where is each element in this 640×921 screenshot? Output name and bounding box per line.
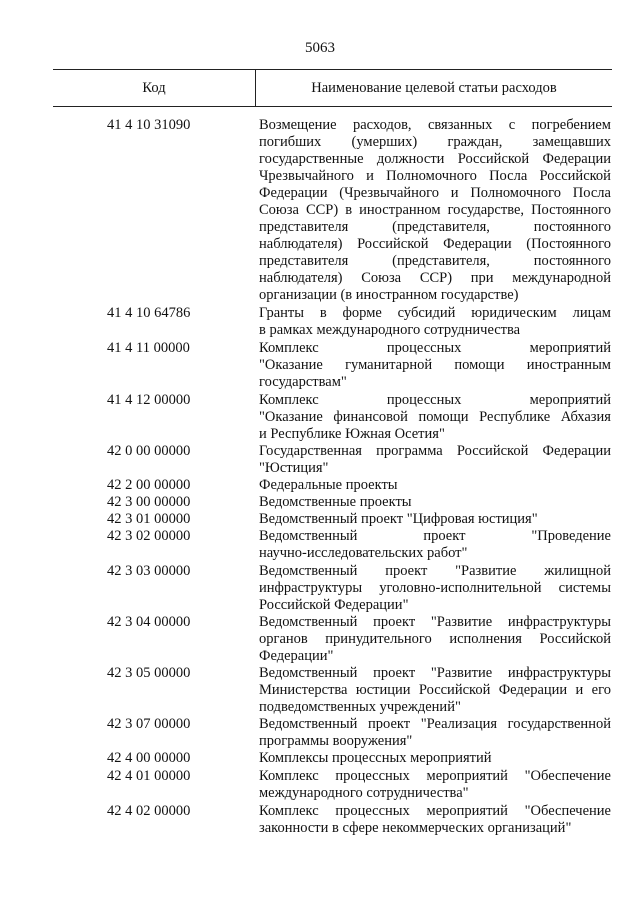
- word: Чрезвычайного: [259, 168, 354, 184]
- row-name-line: [259, 665, 611, 682]
- word: жилищной: [544, 563, 611, 579]
- word: граждан,: [447, 134, 503, 150]
- word: и: [575, 682, 584, 698]
- row-name: [259, 494, 611, 511]
- word: Российской: [357, 236, 429, 252]
- row-name-line: законности в сфере некоммерческих организаций": [259, 820, 572, 836]
- word: погибших: [259, 134, 322, 150]
- table-row: [0, 340, 640, 391]
- word: Комплекс: [259, 392, 319, 408]
- word: Республике: [479, 409, 551, 425]
- row-name-line: [259, 631, 611, 648]
- word: и: [366, 168, 374, 184]
- word: Возмещение: [259, 117, 337, 133]
- table-row: [0, 665, 640, 716]
- word: Ведомственный: [259, 716, 358, 732]
- row-name-line: [259, 151, 611, 168]
- row-name-line: [259, 168, 611, 185]
- row-code: 42 3 07 00000: [107, 716, 191, 732]
- row-name-line: [259, 682, 611, 699]
- word: Министерства: [259, 682, 348, 698]
- table-row: [0, 803, 640, 837]
- row-name-line: [259, 340, 611, 357]
- row-name: [259, 305, 611, 339]
- word: Союза: [259, 202, 299, 218]
- word: процессных: [335, 768, 410, 784]
- word: Гранты: [259, 305, 304, 321]
- table-body: [0, 117, 640, 837]
- word: юридическим: [471, 305, 557, 321]
- word: Ведомственный: [259, 665, 358, 681]
- table-row: [0, 511, 640, 528]
- row-code: 42 4 00 00000: [107, 750, 191, 766]
- row-name-line: [259, 614, 611, 631]
- word: "Развитие: [455, 563, 517, 579]
- row-name-line: Федеральные проекты: [259, 477, 398, 493]
- row-name: [259, 528, 611, 562]
- word: исполнения: [449, 631, 522, 647]
- word: при: [470, 270, 494, 286]
- word: "Обеспечение: [524, 768, 611, 784]
- row-name-line: [259, 580, 611, 597]
- word: процессных: [335, 803, 410, 819]
- row-code: 41 4 10 64786: [107, 305, 191, 321]
- row-code: 42 3 04 00000: [107, 614, 191, 630]
- row-name-line: [259, 528, 611, 545]
- row-name-line: Ведомственный проект "Цифровая юстиция": [259, 511, 538, 527]
- table-row: [0, 563, 640, 614]
- row-name-line: международного сотрудничества": [259, 785, 469, 801]
- table-row: [0, 117, 640, 304]
- word: погребением: [531, 117, 611, 133]
- word: Ведомственный: [259, 563, 358, 579]
- table-row: [0, 477, 640, 494]
- word: Федерации: [443, 236, 512, 252]
- row-code: 42 3 00 00000: [107, 494, 191, 510]
- row-code: 42 0 00 00000: [107, 443, 191, 459]
- word: Комплекс: [259, 340, 319, 356]
- row-code: 41 4 11 00000: [107, 340, 190, 356]
- table-row: [0, 494, 640, 511]
- word: финансовой: [333, 409, 408, 425]
- word: мероприятий: [426, 803, 508, 819]
- word: помощи: [418, 409, 469, 425]
- table-row: [0, 750, 640, 767]
- word: в: [345, 202, 353, 218]
- word: связанных: [427, 117, 493, 133]
- word: процессных: [386, 340, 462, 356]
- header-code-label: Код: [53, 70, 256, 106]
- word: "Оказание: [259, 357, 323, 373]
- word: "Оказание: [259, 409, 323, 425]
- word: проект: [373, 614, 416, 630]
- word: проект: [385, 563, 428, 579]
- header-name-label: Наименование целевой статьи расходов: [311, 79, 557, 96]
- row-name-line: государствам": [259, 374, 347, 390]
- row-code: 42 3 01 00000: [107, 511, 191, 527]
- word: "Развитие: [430, 665, 493, 681]
- word: ССР): [305, 202, 339, 218]
- word: Постоянного: [531, 202, 611, 218]
- row-name-line: [259, 202, 611, 219]
- word: (Постоянного: [526, 236, 611, 252]
- word: представителя: [259, 219, 349, 235]
- word: (представителя,: [392, 219, 490, 235]
- row-name-line: Федерации": [259, 648, 334, 664]
- row-name-line: в рамках международного сотрудничества: [259, 322, 521, 338]
- word: проект: [373, 665, 416, 681]
- row-code: 41 4 12 00000: [107, 392, 191, 408]
- row-name-line: "Юстиция": [259, 460, 329, 476]
- row-name-line: [259, 236, 611, 253]
- table-header: [53, 69, 612, 107]
- row-name-line: [259, 768, 611, 785]
- table-row: [0, 305, 640, 339]
- table-row: [0, 443, 640, 477]
- row-name-line: [259, 270, 611, 287]
- word: мероприятий: [426, 768, 508, 784]
- word: Полномочного: [386, 168, 477, 184]
- row-name-line: [259, 716, 611, 733]
- word: международной: [512, 270, 611, 286]
- row-name-line: [259, 357, 611, 374]
- word: представителя: [259, 253, 349, 269]
- row-name: [259, 803, 611, 837]
- row-name: [259, 563, 611, 614]
- word: Федерации: [542, 151, 611, 167]
- row-name-line: [259, 443, 611, 460]
- word: принудительного: [325, 631, 432, 647]
- word: постоянного: [533, 253, 611, 269]
- row-name-line: Ведомственные проекты: [259, 494, 412, 510]
- word: Российской: [539, 168, 611, 184]
- word: программа: [376, 443, 443, 459]
- word: инфраструктуры: [507, 614, 611, 630]
- row-name-line: [259, 563, 611, 580]
- word: Абхазия: [560, 409, 611, 425]
- row-code: 42 4 02 00000: [107, 803, 191, 819]
- word: гуманитарной: [345, 357, 433, 373]
- word: мероприятий: [529, 340, 611, 356]
- word: форме: [342, 305, 382, 321]
- word: в: [319, 305, 327, 321]
- table-row: [0, 768, 640, 802]
- row-name: [259, 443, 611, 477]
- word: наблюдателя): [259, 236, 343, 252]
- word: системы: [558, 580, 611, 596]
- row-name-line: Российской Федерации": [259, 597, 409, 613]
- row-name-line: и Республике Южная Осетия": [259, 426, 445, 442]
- word: "Развитие: [430, 614, 493, 630]
- row-name-line: [259, 253, 611, 270]
- word: Ведомственный: [259, 614, 358, 630]
- word: Федерации: [498, 682, 568, 698]
- word: уголовно-исполнительной: [379, 580, 542, 596]
- row-name: [259, 716, 611, 750]
- row-name: [259, 511, 611, 528]
- word: (умерших): [351, 134, 418, 150]
- row-code: 42 4 01 00000: [107, 768, 191, 784]
- row-name: [259, 614, 611, 665]
- row-code: 42 3 02 00000: [107, 528, 191, 544]
- row-name-line: [259, 134, 611, 151]
- word: проект: [423, 528, 466, 544]
- row-name-line: организации (в иностранном государстве): [259, 287, 519, 303]
- word: Российской: [539, 631, 611, 647]
- word: "Обеспечение: [524, 803, 611, 819]
- word: инфраструктуры: [259, 580, 363, 596]
- row-name: [259, 477, 611, 494]
- word: Российской: [418, 682, 491, 698]
- word: процессных: [386, 392, 462, 408]
- row-name: [259, 117, 611, 304]
- word: иностранным: [526, 357, 611, 373]
- row-name: [259, 750, 611, 767]
- word: расходов,: [353, 117, 412, 133]
- word: инфраструктуры: [507, 665, 611, 681]
- word: иностранном: [359, 202, 441, 218]
- page-number: 5063: [305, 40, 335, 56]
- row-name-line: [259, 409, 611, 426]
- row-code: 42 3 03 00000: [107, 563, 191, 579]
- word: должности: [376, 151, 445, 167]
- word: юстиции: [355, 682, 411, 698]
- row-name-line: [259, 803, 611, 820]
- row-name: [259, 392, 611, 443]
- word: органов: [259, 631, 308, 647]
- word: (представителя,: [392, 253, 490, 269]
- word: Федерации: [259, 185, 328, 201]
- word: наблюдателя): [259, 270, 343, 286]
- word: помощи: [454, 357, 505, 373]
- row-code: 42 3 05 00000: [107, 665, 191, 681]
- word: "Проведение: [531, 528, 611, 544]
- word: Комплекс: [259, 768, 319, 784]
- word: государственной: [507, 716, 611, 732]
- word: государстве,: [447, 202, 525, 218]
- row-name-line: [259, 185, 611, 202]
- table-row: [0, 528, 640, 562]
- word: постоянного: [533, 219, 611, 235]
- word: государственные: [259, 151, 364, 167]
- word: и: [450, 185, 459, 201]
- row-name-line: подведомственных учреждений": [259, 699, 461, 715]
- word: Ведомственный: [259, 528, 358, 544]
- word: Федерации: [542, 443, 611, 459]
- word: Государственная: [259, 443, 362, 459]
- table-row: [0, 614, 640, 665]
- row-name-line: Комплексы процессных мероприятий: [259, 750, 492, 766]
- table-row: [0, 716, 640, 750]
- word: "Реализация: [420, 716, 498, 732]
- word: ССР): [419, 270, 453, 286]
- row-name-line: [259, 392, 611, 409]
- word: Союза: [361, 270, 402, 286]
- row-name-line: [259, 305, 611, 322]
- row-name-line: научно-исследовательских работ": [259, 545, 468, 561]
- word: с: [508, 117, 516, 133]
- word: Посла: [572, 185, 611, 201]
- word: субсидий: [397, 305, 456, 321]
- word: Российской: [456, 443, 529, 459]
- word: Полномочного: [470, 185, 562, 201]
- word: Комплекс: [259, 803, 319, 819]
- row-name-line: [259, 219, 611, 236]
- word: Российской: [457, 151, 530, 167]
- row-name: [259, 768, 611, 802]
- table-row: [0, 392, 640, 443]
- word: его: [591, 682, 611, 698]
- row-code: 41 4 10 31090: [107, 117, 191, 133]
- row-name-line: программы вооружения": [259, 733, 413, 749]
- word: Посла: [489, 168, 528, 184]
- word: лицам: [572, 305, 611, 321]
- row-name-line: [259, 117, 611, 134]
- row-name: [259, 340, 611, 391]
- row-code: 42 2 00 00000: [107, 477, 191, 493]
- word: (Чрезвычайного: [339, 185, 440, 201]
- word: проект: [368, 716, 411, 732]
- word: замещавших: [532, 134, 611, 150]
- word: мероприятий: [529, 392, 611, 408]
- row-name: [259, 665, 611, 716]
